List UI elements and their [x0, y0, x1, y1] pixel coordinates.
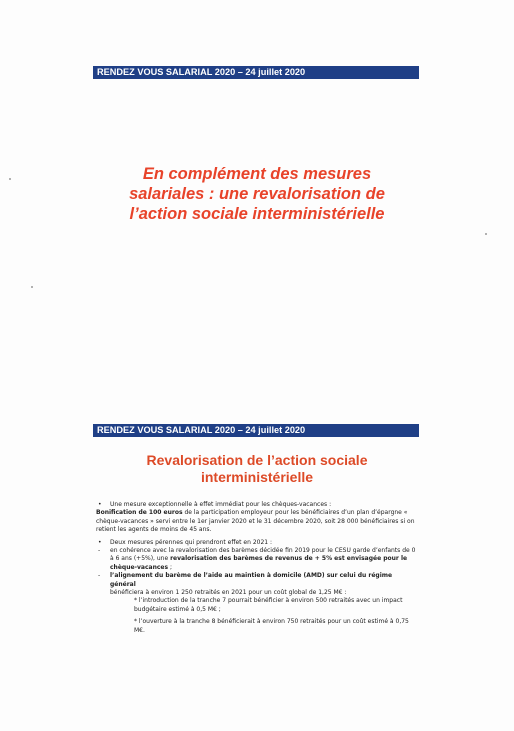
dash-marker: - — [98, 547, 101, 555]
slide2-title-line: Revalorisation de l’action sociale — [146, 452, 368, 468]
bullet-item-perennial — [96, 539, 416, 547]
slide2-header-banner: RENDEZ VOUS SALARIAL 2020 – 24 juillet 2020 — [93, 424, 419, 437]
slide1-title-line: l’action sociale interministérielle — [129, 205, 385, 223]
item1-text: en cohérence avec la revalorisation des barèmes décidée fin 2019 pour le CESU garde d’enfants de 0 à 6 ans (+5%), une — [110, 547, 416, 563]
item2-continuation: bénéficiera à environ 1 250 retraités en 2021 pour un coût global de 1,25 M€ : — [110, 589, 347, 597]
dash-item-cheque-vacances — [96, 547, 416, 572]
slide1-header-banner: RENDEZ VOUS SALARIAL 2020 – 24 juillet 2020 — [93, 66, 419, 79]
slide2-title — [0, 452, 514, 486]
slide1-title-line: salariales : une revalorisation de — [129, 185, 385, 203]
scan-speck — [9, 178, 11, 180]
scan-speck — [31, 286, 33, 288]
slide1-title — [0, 164, 514, 224]
sub-item-tranche7: * l’introduction de la tranche 7 pourrait bénéficier à environ 500 retraités avec un impact budgétaire estimé à 0,5 M€ ; — [134, 597, 403, 613]
item1-end: ; — [168, 563, 172, 571]
sub-item-tranche8: * l’ouverture à la tranche 8 bénéficierait à environ 750 retraités pour un coût estimé à 0,75 M€. — [134, 618, 409, 634]
item1-bold: revalorisation des barèmes de revenus de + 5% est envisagée pour le chèque-vacances — [110, 555, 408, 571]
bonus-bold: Bonification de 100 euros — [96, 509, 183, 517]
dash-marker: - — [98, 572, 101, 580]
scan-speck — [485, 233, 487, 235]
slide1-title-line: En complément des mesures — [142, 165, 372, 183]
exceptional-measure-intro: Une mesure exceptionnelle à effet immédiat pour les chèques-vacances : — [110, 501, 332, 508]
bonus-paragraph — [96, 509, 416, 534]
bonus-text: de la participation employeur pour les bénéficiaires d’un plan d’épargne « chèque-vacances » servi entre le 1er janvier 2020 et le 31 décembre 2020, soit 28 000 bénéficiaires si on retient les agents de moins de 45 ans. — [96, 509, 415, 534]
item2-bold: l’alignement du barème de l’aide au maintien à domicile (AMD) sur celui du régime général — [110, 572, 393, 588]
bullet-item-exceptional — [96, 501, 416, 509]
dash-item-amd — [96, 572, 416, 589]
slide2-body — [96, 501, 416, 635]
bullet-marker: • — [98, 538, 102, 546]
slide2-title-line: interministérielle — [200, 469, 314, 485]
bullet-marker: • — [98, 501, 102, 508]
perennial-intro: Deux mesures pérennes qui prendront effet en 2021 : — [110, 538, 273, 546]
